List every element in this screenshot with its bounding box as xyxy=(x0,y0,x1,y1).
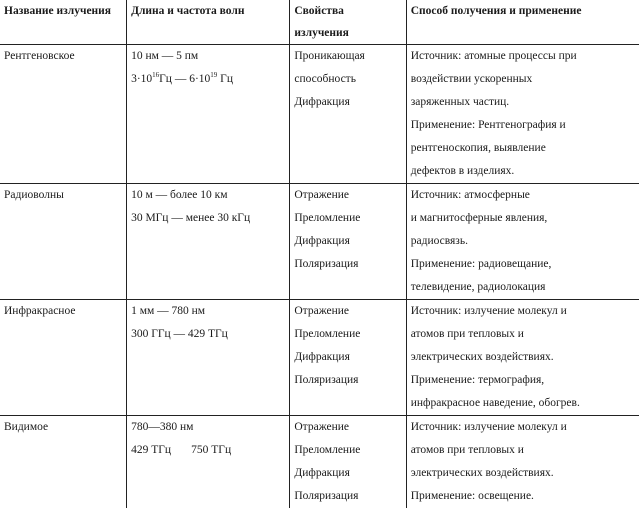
cell-wave: 780—380 нм 429 ТГц 750 ТГц xyxy=(127,416,290,508)
header-radiation-properties: Свойства излучения xyxy=(290,0,406,45)
header-source-and-usage: Способ получения и применение xyxy=(406,0,639,45)
cell-name: Радиоволны xyxy=(0,184,127,300)
cell-name: Рентгеновское xyxy=(0,45,127,184)
cell-properties: Отражение Преломление Дифракция Поляризация xyxy=(290,300,406,416)
cell-properties: Отражение Преломление Дифракция Поляризация xyxy=(290,416,406,508)
cell-properties: Отражение Преломление Дифракция Поляризация xyxy=(290,184,406,300)
frequency-range: $3\cdot 10^{16}Гц$ — $6\cdot 10^{19}$ Гц xyxy=(131,68,286,91)
cell-usage: Источник: атмосферные и магнитосферные явления, радиосвязь. Применение: радиовещание, телевидение, радиолокация xyxy=(406,184,639,300)
cell-name: Инфракрасное xyxy=(0,300,127,416)
cell-properties: Проникающая способность Дифракция xyxy=(290,45,406,184)
cell-usage: Источник: излучение молекул и атомов при тепловых и электрических воздействиях. Применение: освещение. xyxy=(406,416,639,508)
table-header-row xyxy=(0,0,639,45)
table-row-visible xyxy=(0,416,639,508)
table-row-xray xyxy=(0,45,639,184)
cell-usage: Источник: атомные процессы при воздействии ускоренных заряженных частиц. Применение: Рентгенография и рентгеноскопия, выявление дефектов в изделиях. xyxy=(406,45,639,184)
table-row-radio xyxy=(0,184,639,300)
cell-wave: 10 м — более 10 км 30 МГц — менее 30 кГц xyxy=(127,184,290,300)
header-wavelength-frequency: Длина и частота волн xyxy=(127,0,290,45)
header-radiation-name: Название излучения xyxy=(0,0,127,45)
cell-name: Видимое xyxy=(0,416,127,508)
table-row-infrared xyxy=(0,300,639,416)
cell-wave: 1 мм — 780 нм 300 ГГц — 429 ТГц xyxy=(127,300,290,416)
cell-usage: Источник: излучение молекул и атомов при тепловых и электрических воздействиях. Применение: термография, инфракрасное наведение, обогрев. xyxy=(406,300,639,416)
cell-wave: 10 нм — 5 пм $3\cdot 10^{16}Гц$ — $6\cdot 10^{19}$ Гц xyxy=(127,45,290,184)
